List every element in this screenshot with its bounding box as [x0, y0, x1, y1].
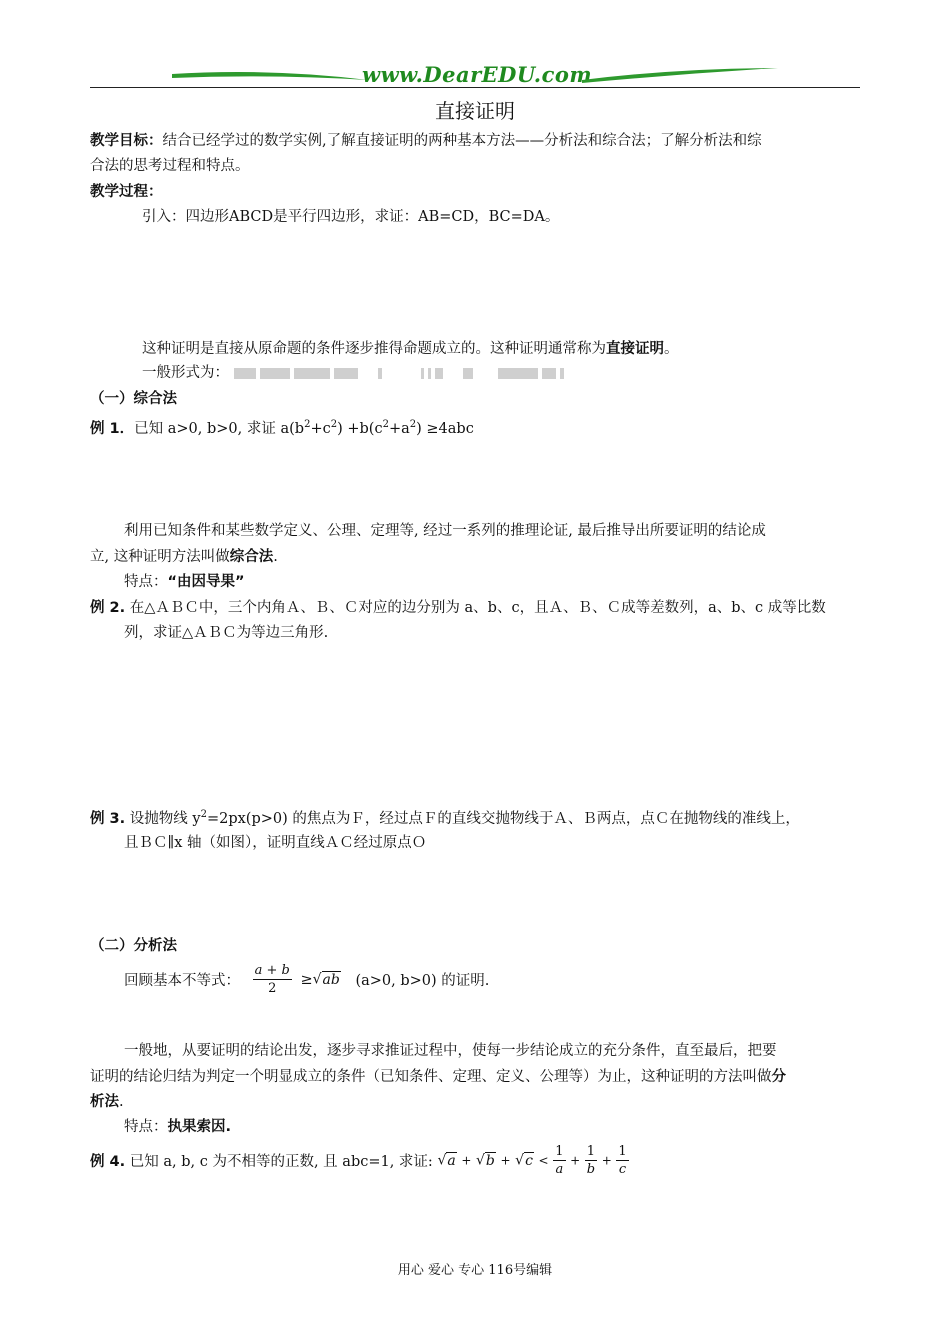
header-logo: [170, 62, 780, 90]
objectives-label: 教学目标：: [90, 133, 163, 149]
geq-sign: ≥: [300, 971, 313, 988]
synthesis-def-line-1: 利用已知条件和某些数学定义、公理、定理等, 经过一系列的推理论证, 最后推导出所要证明的结论成: [124, 523, 766, 539]
example3-text-b: =2px(p>0) 的焦点为Ｆ，经过点Ｆ的直线交抛物线于Ａ、Ｂ两点，点Ｃ在抛物线的准线上，: [206, 811, 800, 827]
example1-text-e: ) ≥4abc: [416, 421, 474, 437]
example2-label: 例 2.: [90, 600, 126, 616]
example1-sup-1: 2: [304, 419, 311, 431]
example3-sup: 2: [200, 809, 207, 821]
example1-text-b: +c: [310, 421, 331, 437]
example1: [90, 418, 474, 440]
analysis-def-line-3: [90, 1091, 124, 1113]
example1-text-a: 已知 a>0, b>0, 求证 a(b: [134, 421, 305, 437]
frac-1c-num: 1: [618, 1144, 627, 1159]
direct-proof-text: 这种证明是直接从原命题的条件逐步推得命题成立的。这种证明通常称为: [142, 341, 606, 357]
frac-denominator: 2: [268, 981, 277, 996]
analysis-def-term-b: 析法: [90, 1094, 119, 1110]
analysis-feature-text: 执果索因.: [167, 1119, 232, 1135]
direct-proof-term: 直接证明: [606, 341, 664, 357]
example4-text: 已知 a, b, c 为不相等的正数, 且 abc=1, 求证:: [125, 1154, 433, 1170]
direct-proof-line: [142, 338, 679, 360]
sqrt-ab: √ab: [312, 971, 340, 988]
analysis-def-term-a: 分: [771, 1069, 786, 1085]
synthesis-def-text: 立, 这种证明方法叫做: [90, 549, 230, 565]
fraction-a-plus-b-over-2: [253, 962, 292, 997]
direct-proof-end: 。: [664, 341, 679, 357]
objectives-text-1: 结合已经学过的数学实例,了解直接证明的两种基本方法——分析法和综合法；了解分析法和综: [162, 133, 762, 149]
page-title: 直接证明: [435, 99, 515, 123]
synthesis-def-end: .: [273, 549, 278, 565]
frac-1b-den: b: [586, 1162, 596, 1177]
logo-text: www.DearEDU.com: [362, 62, 593, 87]
objectives-line-2: 合法的思考过程和特点。: [90, 158, 250, 174]
analysis-def-line-1: 一般地，从要证明的结论出发，逐步寻求推证过程中，使每一步结论成立的充分条件，直至最后，把要: [124, 1043, 777, 1059]
example1-text-c: ) +b(c: [337, 421, 383, 437]
general-form-line: [142, 362, 568, 384]
synthesis-feature: [124, 571, 245, 593]
example2-line-2: 列，求证△ＡＢＣ为等边三角形.: [124, 625, 329, 641]
fraction-1-over-a: [553, 1143, 565, 1178]
frac-1c-den: c: [618, 1162, 627, 1177]
fraction-1-over-b: [585, 1143, 597, 1178]
synthesis-def-term: 综合法: [229, 549, 274, 565]
example2-line-1: [90, 597, 826, 619]
analysis-feature: [124, 1116, 231, 1138]
logo-swoosh-right-icon: [580, 64, 780, 84]
example1-text-d: +a: [388, 421, 410, 437]
example3-label: 例 3.: [90, 811, 126, 827]
sqrt-b-radicand: b: [485, 1152, 495, 1169]
sqrt-c: √c: [515, 1152, 533, 1169]
example1-label: 例 1．: [90, 421, 135, 437]
example1-sup-2: 2: [330, 419, 338, 431]
frac-1b-num: 1: [585, 1143, 597, 1161]
section2-heading: （二）分析法: [90, 938, 177, 954]
page-footer: 用心 爱心 专心 116号编辑: [397, 1263, 553, 1278]
review-line: [124, 962, 489, 1008]
general-form-label: 一般形式为：: [142, 365, 229, 381]
sqrt-a-radicand: a: [447, 1152, 456, 1169]
frac-numerator: a + b: [254, 963, 290, 978]
synthesis-def-line-2: [90, 546, 278, 568]
sqrt-b: √b: [476, 1152, 495, 1169]
example3-line-1: [90, 808, 800, 830]
sqrt-a: √a: [437, 1152, 456, 1169]
plus-sign-4: +: [601, 1153, 612, 1168]
analysis-def-text: 证明的结论归结为判定一个明显成立的条件（已知条件、定理、定义、公理等）为止，这种证明的方法叫做: [90, 1069, 772, 1085]
synthesis-feature-text: “由因导果”: [167, 574, 245, 590]
review-tail: (a>0, b>0) 的证明.: [355, 973, 490, 989]
plus-sign-1: +: [461, 1153, 472, 1168]
header-rule: [90, 87, 860, 88]
sqrt-ab-radicand: ab: [322, 971, 340, 988]
section1-heading: （一）综合法: [90, 391, 177, 407]
plus-sign-3: +: [570, 1153, 581, 1168]
review-label: 回顾基本不等式：: [124, 973, 240, 989]
logo-swoosh-left-icon: [170, 66, 370, 86]
sqrt-c-radicand: c: [525, 1152, 533, 1169]
process-label: 教学过程：: [90, 184, 163, 200]
analysis-def-end: .: [119, 1094, 124, 1110]
frac-1a-num: 1: [555, 1144, 564, 1159]
analysis-def-line-2: [90, 1066, 786, 1088]
example1-sup-4: 2: [409, 419, 417, 431]
objectives-line-1: [90, 130, 762, 152]
example1-sup-3: 2: [382, 419, 389, 431]
plus-sign-2: +: [500, 1153, 511, 1168]
example3-line-2: 且ＢＣ∥x 轴（如图），证明直线ＡＣ经过原点Ｏ: [124, 835, 427, 851]
analysis-feature-label: 特点：: [124, 1119, 168, 1135]
blurred-formula: [234, 365, 568, 381]
less-than-sign: <: [538, 1153, 549, 1168]
example3-text-a: 设抛物线 y: [125, 811, 201, 827]
intro-text: 引入：四边形ABCD是平行四边形，求证：AB=CD，BC=DA。: [142, 209, 560, 225]
fraction-1-over-c: [616, 1143, 628, 1178]
example2-text-1: 在△ＡＢＣ中，三个内角Ａ、Ｂ、Ｃ对应的边分别为 a、b、c，且Ａ、Ｂ、Ｃ成等差数列，a、b、c 成等比数: [125, 600, 826, 616]
example4: [90, 1143, 629, 1187]
frac-1a-den: a: [555, 1162, 564, 1177]
synthesis-feature-label: 特点：: [124, 574, 168, 590]
example4-label: 例 4.: [90, 1154, 126, 1170]
